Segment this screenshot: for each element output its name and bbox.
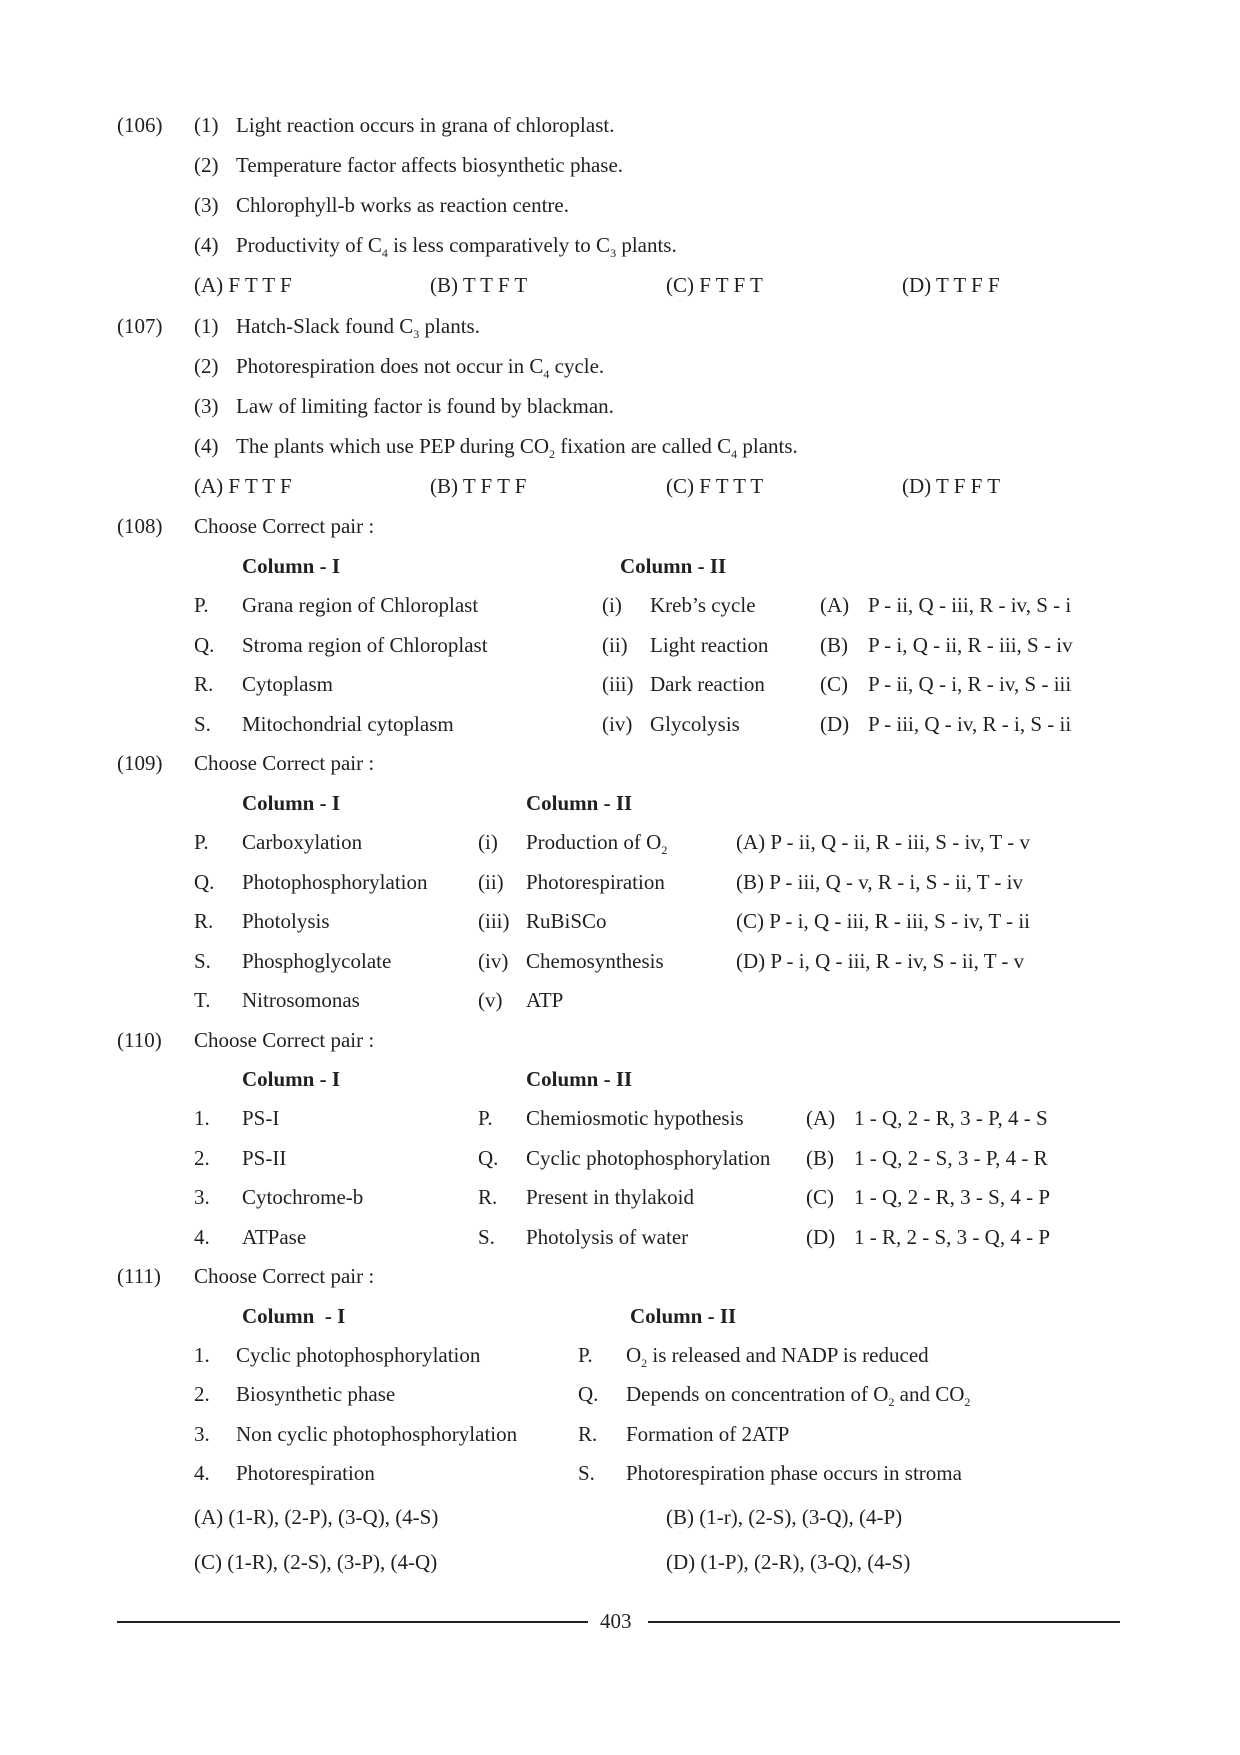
question-number: (111)	[117, 1264, 161, 1288]
statement-text: Chlorophyll-b works as reaction centre.	[236, 193, 569, 217]
column-1-item: Grana region of Chloroplast	[242, 593, 479, 617]
row-roman: (i)	[478, 830, 498, 854]
option-label: (C)	[820, 672, 848, 696]
footer-rule-right	[648, 1621, 1120, 1623]
row-roman: (iii)	[478, 909, 510, 933]
column-2-heading: Column - II	[630, 1304, 737, 1328]
option-text: 1 - Q, 2 - R, 3 - P, 4 - S	[854, 1106, 1048, 1130]
row-key: Q.	[194, 870, 215, 894]
column-1-item: ATPase	[242, 1225, 307, 1249]
option-text: (A) P - ii, Q - ii, R - iii, S - iv, T - v	[736, 830, 1030, 854]
statement-text: Light reaction occurs in grana of chloroplast.	[236, 113, 615, 137]
option-label: (C)	[806, 1185, 834, 1209]
question-number: (109)	[117, 751, 163, 775]
column-1-item: Cyclic photophosphorylation	[236, 1343, 481, 1367]
question-prompt: Choose Correct pair :	[194, 1264, 375, 1288]
option-label: (A)	[806, 1106, 836, 1130]
column-1-item: Biosynthetic phase	[236, 1382, 396, 1406]
column-1-heading: Column - I	[242, 1304, 346, 1328]
statement-text: Hatch-Slack found $C_3$ plants.	[236, 314, 480, 341]
option-text: (D) P - i, Q - iii, R - iv, S - ii, T - v	[736, 949, 1025, 973]
option-text: P - iii, Q - iv, R - i, S - ii	[868, 712, 1072, 736]
statement-number: (1)	[194, 314, 219, 338]
row-letter: S.	[478, 1225, 495, 1249]
column-2-item: RuBiSCo	[526, 909, 607, 933]
statement-text: The plants which use PEP during $CO_2$ fixation are called $C_4$ plants.	[236, 434, 798, 461]
row-roman: (i)	[602, 593, 622, 617]
page-number: 403	[600, 1609, 632, 1633]
column-1-item: Photorespiration	[236, 1461, 375, 1485]
question-number: (107)	[117, 314, 163, 338]
column-1-item: Photolysis	[242, 909, 330, 933]
option-label: (B)	[806, 1146, 834, 1170]
column-1-item: Photophosphorylation	[242, 870, 428, 894]
option-text: P - ii, Q - iii, R - iv, S - i	[868, 593, 1072, 617]
row-letter: P.	[478, 1106, 493, 1130]
column-1-heading: Column - I	[242, 791, 341, 815]
row-roman: (iv)	[602, 712, 633, 736]
row-letter: R.	[478, 1185, 498, 1209]
option-c: (C) F T T T	[666, 474, 764, 498]
option-d: (D) T T F F	[902, 273, 1000, 297]
column-1-item: PS-I	[242, 1106, 280, 1130]
column-2-heading: Column - II	[620, 554, 727, 578]
column-2-heading: Column - II	[526, 791, 633, 815]
column-2-item: Chemosynthesis	[526, 949, 664, 973]
option-text: P - i, Q - ii, R - iii, S - iv	[868, 633, 1073, 657]
statement-text: Photorespiration does not occur in $C_4$ cycle.	[236, 354, 605, 381]
row-key: S.	[194, 949, 211, 973]
row-key: 1.	[194, 1106, 210, 1130]
statement-text: Law of limiting factor is found by blackman.	[236, 394, 614, 418]
column-1-item: PS-II	[242, 1146, 287, 1170]
question-number: (106)	[117, 113, 163, 137]
column-1-heading: Column - I	[242, 1067, 341, 1091]
row-key: Q.	[194, 633, 215, 657]
statement-number: (4)	[194, 434, 219, 458]
column-1-item: Carboxylation	[242, 830, 363, 854]
column-2-item: Photolysis of water	[526, 1225, 689, 1249]
row-key: 4.	[194, 1461, 210, 1485]
column-1-item: Stroma region of Chloroplast	[242, 633, 488, 657]
row-roman: (ii)	[602, 633, 628, 657]
column-2-item: Photorespiration phase occurs in stroma	[626, 1461, 962, 1485]
option-b: (B) (1-r), (2-S), (3-Q), (4-P)	[666, 1505, 903, 1529]
option-d: (D) (1-P), (2-R), (3-Q), (4-S)	[666, 1550, 911, 1574]
column-2-item: Photorespiration	[526, 870, 665, 894]
column-2-item: Light reaction	[650, 633, 769, 657]
column-1-item: Mitochondrial cytoplasm	[242, 712, 454, 736]
option-text: 1 - R, 2 - S, 3 - Q, 4 - P	[854, 1225, 1051, 1249]
row-key: 2.	[194, 1382, 210, 1406]
statement-number: (3)	[194, 193, 219, 217]
column-1-heading: Column - I	[242, 554, 341, 578]
statement-number: (2)	[194, 354, 219, 378]
column-1-item: Cytochrome-b	[242, 1185, 364, 1209]
row-key: R.	[194, 672, 214, 696]
statement-text: Temperature factor affects biosynthetic phase.	[236, 153, 624, 177]
row-key: S.	[194, 712, 211, 736]
column-1-item: Non cyclic photophosphorylation	[236, 1422, 518, 1446]
column-2-item: Chemiosmotic hypothesis	[526, 1106, 744, 1130]
option-text: (B) P - iii, Q - v, R - i, S - ii, T - iv	[736, 870, 1024, 894]
option-c: (C) (1-R), (2-S), (3-P), (4-Q)	[194, 1550, 438, 1574]
column-2-item: Kreb’s cycle	[650, 593, 756, 617]
row-letter: P.	[578, 1343, 593, 1367]
footer-rule-left	[117, 1621, 588, 1623]
option-text: (C) P - i, Q - iii, R - iii, S - iv, T - ii	[736, 909, 1031, 933]
statement-number: (2)	[194, 153, 219, 177]
row-key: T.	[194, 988, 211, 1012]
column-1-item: Nitrosomonas	[242, 988, 360, 1012]
column-2-item: Depends on concentration of $O_2$ and $CO_2$	[626, 1382, 971, 1409]
statement-number: (4)	[194, 233, 219, 257]
row-roman: (iii)	[602, 672, 634, 696]
row-roman: (v)	[478, 988, 503, 1012]
statement-number: (3)	[194, 394, 219, 418]
question-prompt: Choose Correct pair :	[194, 1028, 375, 1052]
option-label: (B)	[820, 633, 848, 657]
row-letter: R.	[578, 1422, 598, 1446]
row-key: P.	[194, 830, 209, 854]
row-key: 3.	[194, 1185, 210, 1209]
row-letter: S.	[578, 1461, 595, 1485]
column-2-item: Cyclic photophosphorylation	[526, 1146, 771, 1170]
column-2-item: Dark reaction	[650, 672, 765, 696]
statement-number: (1)	[194, 113, 219, 137]
option-label: (D)	[820, 712, 850, 736]
column-2-item: Production of $O_2$	[526, 830, 668, 857]
question-prompt: Choose Correct pair :	[194, 514, 375, 538]
option-c: (C) F T F T	[666, 273, 763, 297]
column-1-item: Phosphoglycolate	[242, 949, 392, 973]
row-key: 4.	[194, 1225, 210, 1249]
option-text: P - ii, Q - i, R - iv, S - iii	[868, 672, 1072, 696]
row-roman: (ii)	[478, 870, 504, 894]
row-key: P.	[194, 593, 209, 617]
option-label: (A)	[820, 593, 850, 617]
column-2-item: ATP	[526, 988, 564, 1012]
column-2-item: $O_2$ is released and NADP is reduced	[626, 1343, 929, 1370]
option-b: (B) T T F T	[430, 273, 528, 297]
row-roman: (iv)	[478, 949, 509, 973]
question-prompt: Choose Correct pair :	[194, 751, 375, 775]
statement-text: Productivity of $C_4$ is less comparatively to $C_3$ plants.	[236, 233, 677, 260]
option-d: (D) T F F T	[902, 474, 1001, 498]
column-1-item: Cytoplasm	[242, 672, 334, 696]
option-a: (A) (1-R), (2-P), (3-Q), (4-S)	[194, 1505, 439, 1529]
option-a: (A) F T T F	[194, 273, 292, 297]
option-text: 1 - Q, 2 - S, 3 - P, 4 - R	[854, 1146, 1048, 1170]
column-2-item: Present in thylakoid	[526, 1185, 694, 1209]
column-2-heading: Column - II	[526, 1067, 633, 1091]
option-text: 1 - Q, 2 - R, 3 - S, 4 - P	[854, 1185, 1051, 1209]
column-2-item: Formation of 2ATP	[626, 1422, 790, 1446]
column-2-item: Glycolysis	[650, 712, 740, 736]
row-key: 3.	[194, 1422, 210, 1446]
row-key: R.	[194, 909, 214, 933]
row-letter: Q.	[578, 1382, 599, 1406]
row-key: 2.	[194, 1146, 210, 1170]
question-number: (108)	[117, 514, 163, 538]
row-key: 1.	[194, 1343, 210, 1367]
option-a: (A) F T T F	[194, 474, 292, 498]
option-b: (B) T F T F	[430, 474, 527, 498]
question-number: (110)	[117, 1028, 162, 1052]
option-label: (D)	[806, 1225, 836, 1249]
row-letter: Q.	[478, 1146, 499, 1170]
